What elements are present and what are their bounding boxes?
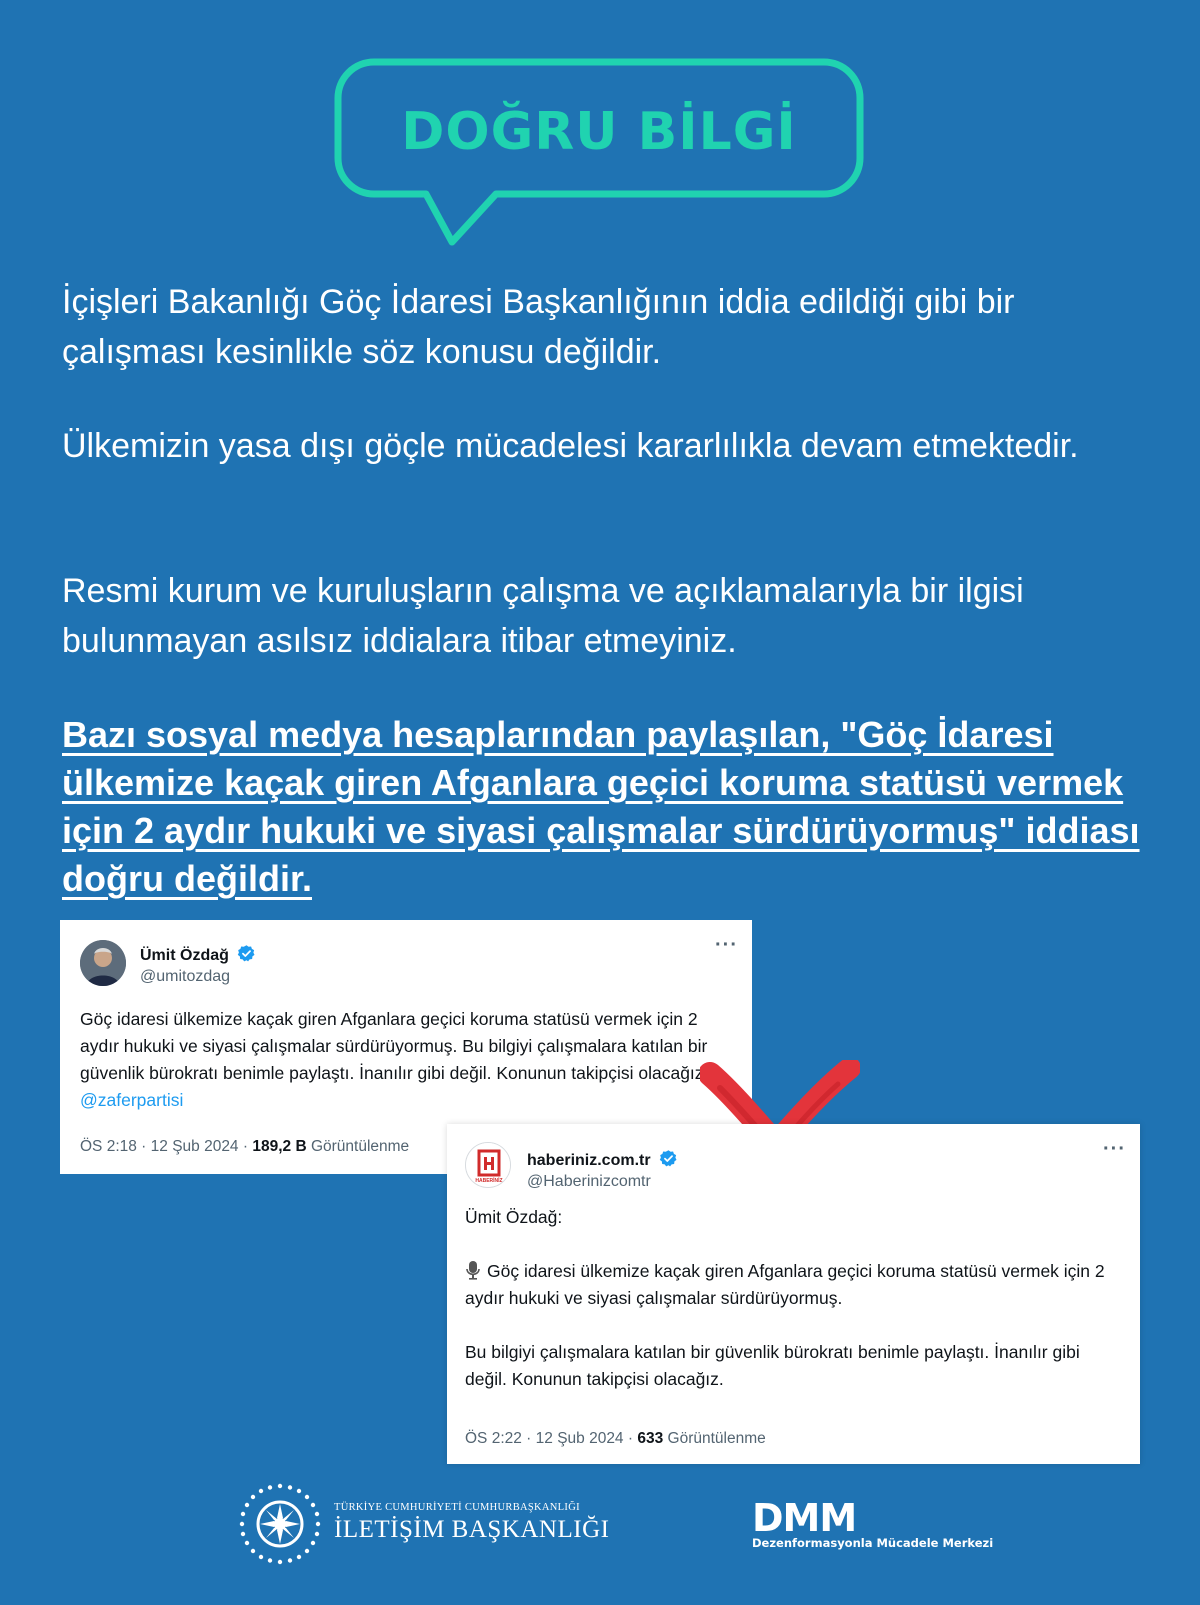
- tweet-text: [465, 1204, 1125, 1393]
- mention-link[interactable]: @zaferpartisi: [80, 1090, 184, 1110]
- tweet-author-handle[interactable]: @Haberinizcomtr: [527, 1173, 651, 1190]
- tweet-view-count: 189,2 B: [252, 1138, 307, 1155]
- verified-badge-icon: [659, 1149, 678, 1168]
- tweet-line-2-text: Göç idaresi ülkemize kaçak giren Afganlara geçici koruma statüsü vermek için 2 aydır hukuki ve siyasi çalışmalar sürdürüyormuş.: [465, 1261, 1105, 1308]
- seal-icon: [238, 1482, 322, 1566]
- statement-paragraph-2: Ülkemizin yasa dışı göçle mücadelesi kararlılıkla devam etmektedir.: [62, 427, 1079, 465]
- tweet-author-handle[interactable]: @umitozdag: [140, 968, 231, 985]
- dmm-logo: DMM: [752, 1496, 857, 1540]
- author-name-text: Ümit Özdağ: [140, 947, 229, 964]
- statement-paragraph-3: Resmi kurum ve kuruluşların çalışma ve açıklamalarıyla bir ilgisi bulunmayan asılsız iddialara itibar etmeyiniz.: [62, 572, 1024, 660]
- more-icon[interactable]: ···: [1103, 1138, 1126, 1160]
- tweet-author-name[interactable]: [140, 944, 256, 965]
- tweet-timestamp[interactable]: ÖS 2:22 · 12 Şub 2024 ·: [465, 1430, 638, 1447]
- user-avatar-icon: [80, 940, 126, 986]
- org-name: İLETİŞİM BAŞKANLIĞI: [334, 1516, 610, 1543]
- dmm-subtitle: Dezenformasyonla Mücadele Merkezi: [752, 1536, 994, 1550]
- statement-paragraph-1: İçişleri Bakanlığı Göç İdaresi Başkanlığının iddia edildiği gibi bir çalışması kesinlikle söz konusu değildir.: [62, 283, 1015, 371]
- claim-statement: Bazı sosyal medya hesaplarından paylaşılan, "Göç İdaresi ülkemize kaçak giren Afganlara geçici koruma statüsü vermek için 2 aydır hukuki ve siyasi çalışmalar sürdürüyormuş" iddiası doğru değildir.: [62, 714, 1140, 899]
- tweet-card-haberiniz: [447, 1124, 1140, 1464]
- tweet-body-text: Göç idaresi ülkemize kaçak giren Afganlara geçici koruma statüsü vermek için 2 aydır hukuki ve siyasi çalışmalar sürdürüyormuş. Bu bilgiyi çalışmalara katılan bir güvenlik bürokratı benimle paylaştı. İnanılır gibi değil. Konunun takipçisi olacağız.: [80, 1009, 709, 1083]
- avatar[interactable]: [465, 1142, 511, 1188]
- author-name-text: haberiniz.com.tr: [527, 1152, 651, 1169]
- tweet-meta: [465, 1430, 766, 1448]
- org-subtitle: TÜRKİYE CUMHURİYETİ CUMHURBAŞKANLIĞI: [334, 1502, 580, 1513]
- tweet-author-name[interactable]: [527, 1149, 678, 1170]
- tweet-text: [80, 1006, 740, 1114]
- tweet-view-label: Görüntülenme: [306, 1138, 410, 1155]
- tweet-line-1: Ümit Özdağ:: [465, 1207, 563, 1227]
- tweet-timestamp[interactable]: ÖS 2:18 · 12 Şub 2024 ·: [80, 1138, 253, 1155]
- tweet-meta: [80, 1138, 409, 1156]
- avatar[interactable]: [80, 940, 126, 986]
- avatar-label: HABERİNİZ: [475, 1178, 503, 1184]
- tweet-line-3: Bu bilgiyi çalışmalara katılan bir güvenlik bürokratı benimle paylaştı. İnanılır gibi değil. Konunun takipçisi olacağız.: [465, 1342, 1080, 1389]
- page-title: DOĞRU BİLGİ: [401, 102, 797, 162]
- microphone-icon: [465, 1260, 481, 1280]
- verified-badge-icon: [237, 944, 256, 963]
- more-icon[interactable]: ···: [715, 934, 738, 956]
- tweet-line-2: [465, 1258, 1125, 1312]
- tweet-view-label: Görüntülenme: [663, 1430, 766, 1447]
- header-bubble: [334, 58, 864, 254]
- tweet-view-count: 633: [637, 1430, 664, 1447]
